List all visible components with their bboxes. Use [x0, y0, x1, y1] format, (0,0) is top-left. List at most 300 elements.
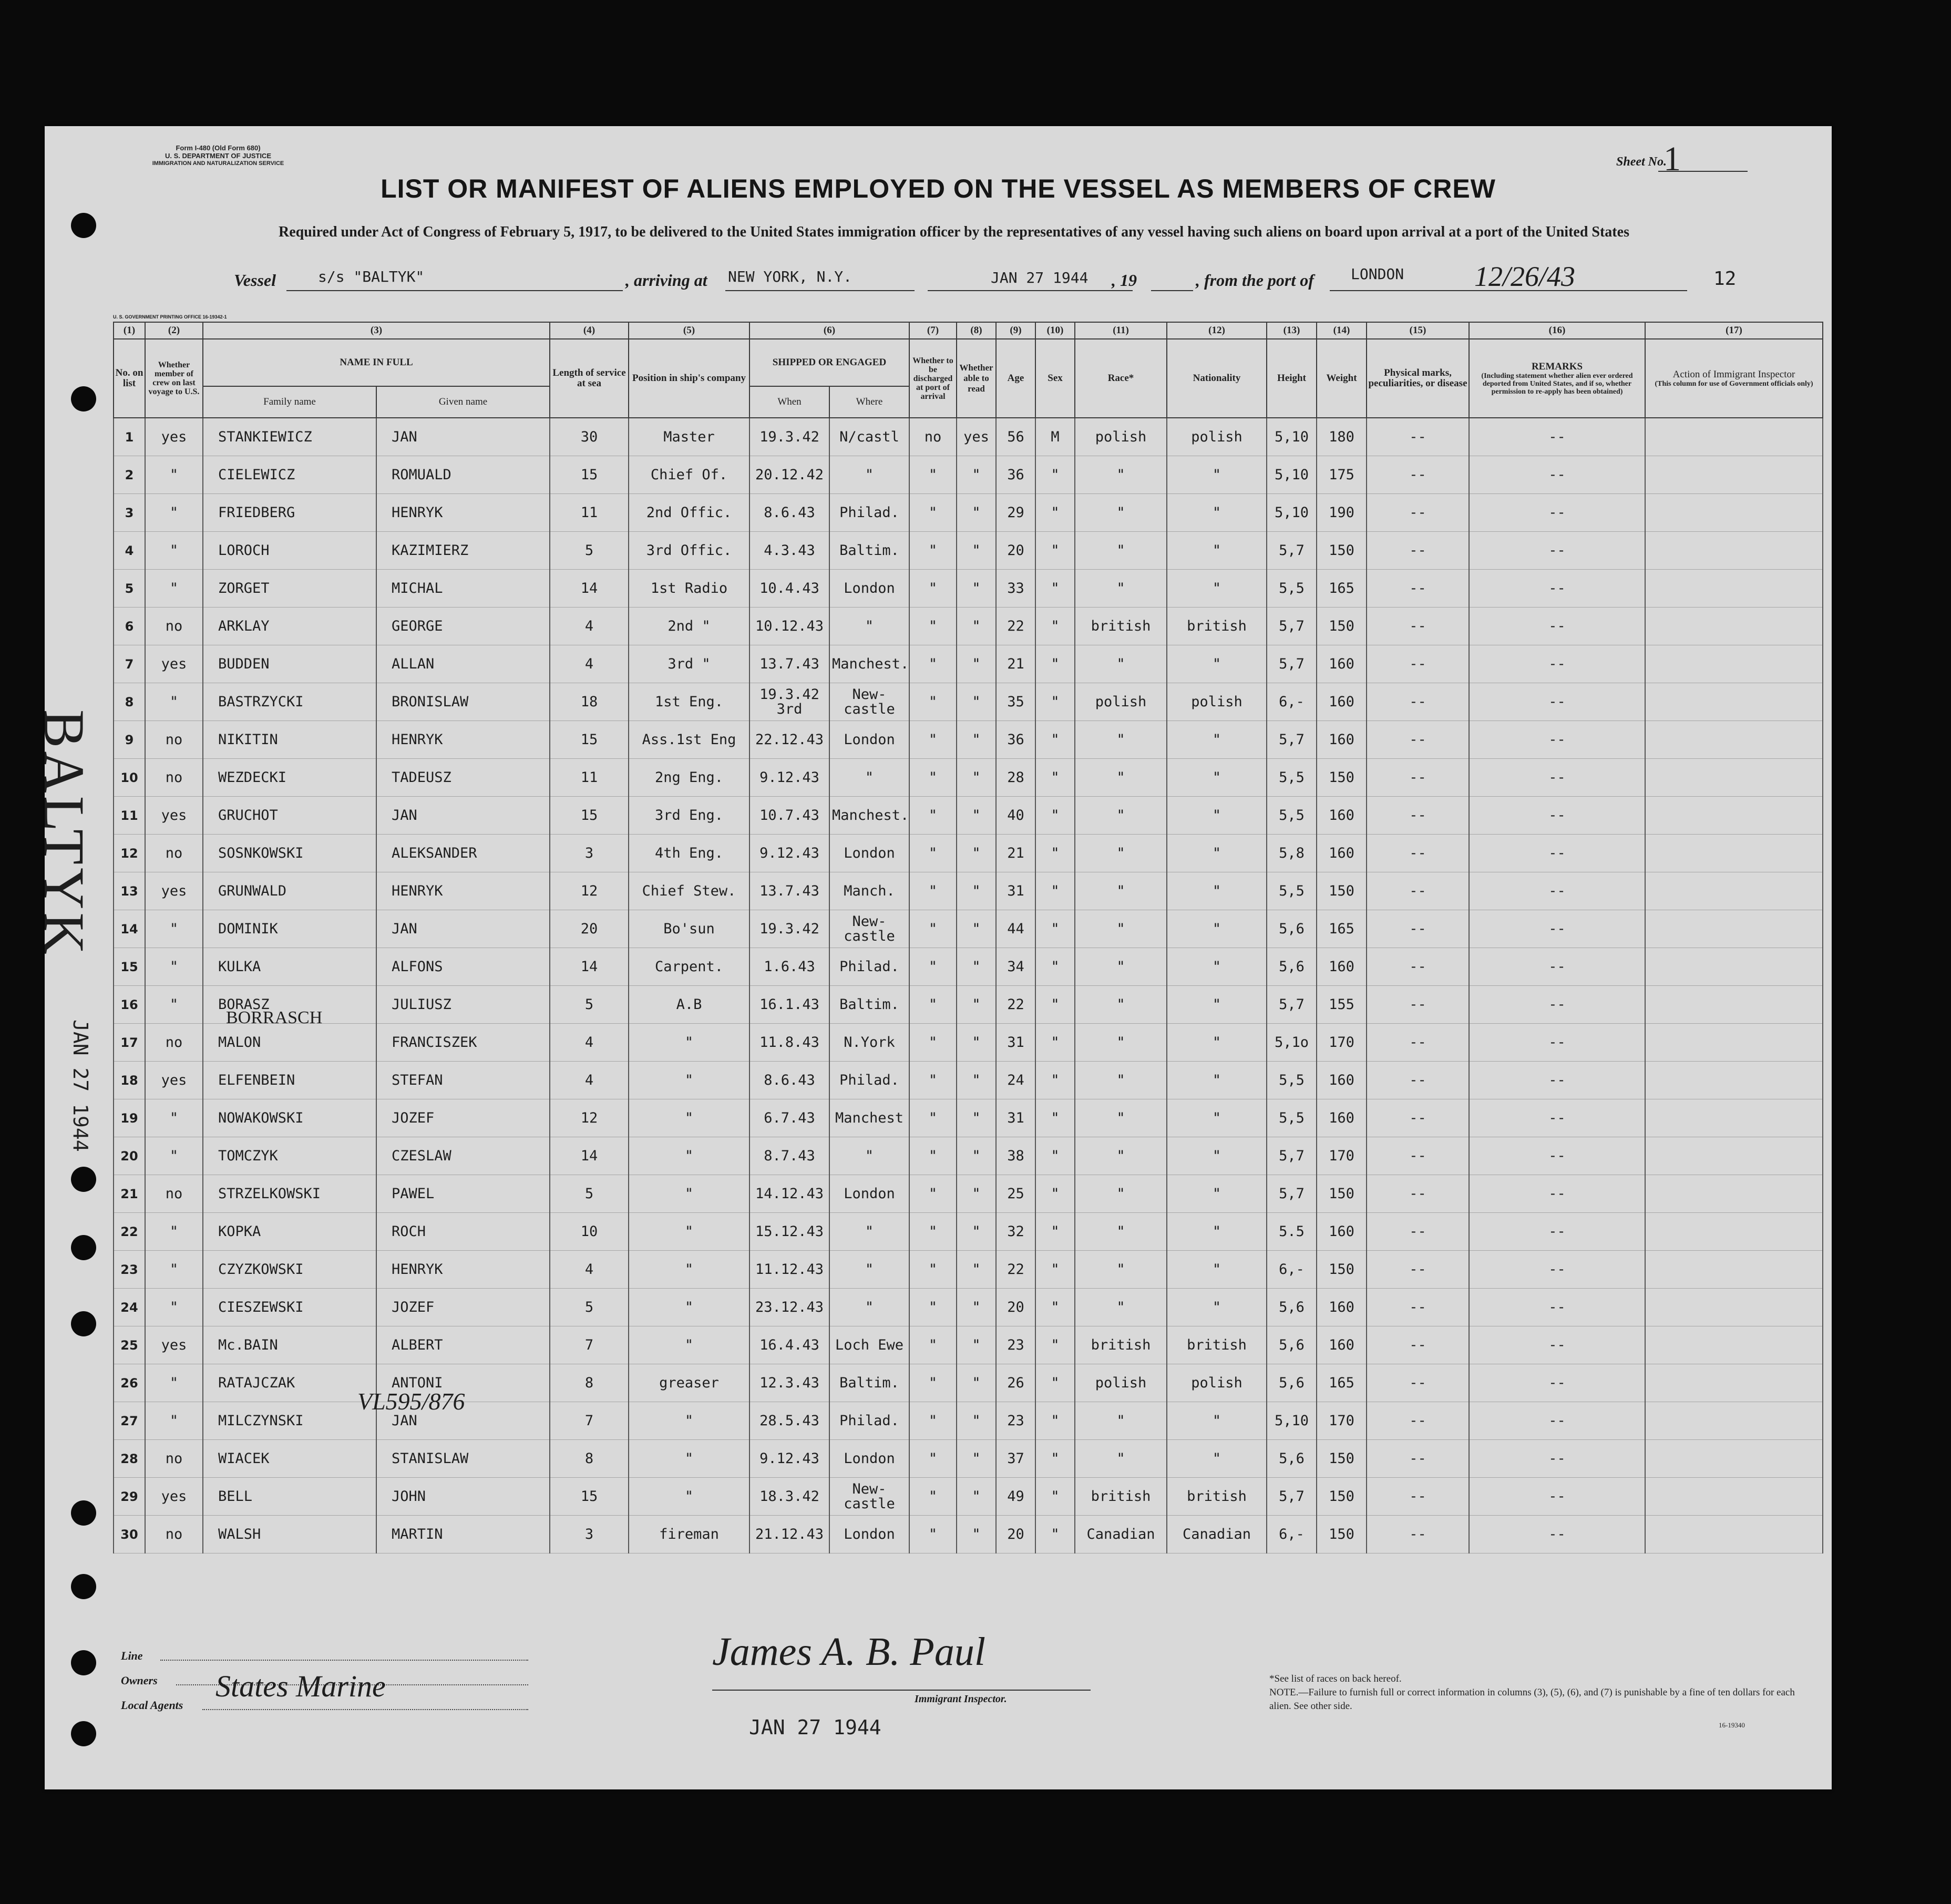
family-name-cell: RATAJCZAK [203, 1364, 376, 1402]
age-cell: 20 [996, 532, 1035, 570]
family-name-cell: BELL [203, 1478, 376, 1516]
header-sex: Sex [1035, 339, 1075, 418]
weight-cell: 175 [1317, 456, 1367, 494]
row-number-cell: 19 [114, 1099, 145, 1137]
row-number-cell: 29 [114, 1478, 145, 1516]
handwritten-date: 12/26/43 [1474, 261, 1576, 292]
able-to-read-cell: " [957, 494, 996, 532]
sex-cell: " [1035, 986, 1075, 1024]
crew-row [114, 1289, 1823, 1326]
remarks-cell: -- [1469, 1402, 1645, 1440]
weight-cell: 160 [1317, 645, 1367, 683]
remarks-cell: -- [1469, 910, 1645, 948]
position-cell: " [629, 1137, 749, 1175]
last-voyage-cell: no [145, 1024, 203, 1062]
shipped-when-cell: 10.4.43 [749, 570, 829, 608]
physical-marks-cell: -- [1367, 721, 1469, 759]
crew-rows [114, 418, 1823, 1553]
position-cell: " [629, 1440, 749, 1478]
nationality-cell: " [1167, 872, 1267, 910]
nationality-cell: " [1167, 1099, 1267, 1137]
family-name-cell: MALON [203, 1024, 376, 1062]
discharged-cell: " [909, 797, 957, 835]
header-position: Position in ship's company [629, 339, 749, 418]
length-service-cell: 3 [550, 835, 629, 872]
able-to-read-cell: " [957, 683, 996, 721]
inspector-action-cell [1645, 1440, 1823, 1478]
shipped-where-cell: New- castle [829, 910, 909, 948]
position-cell: 4th Eng. [629, 835, 749, 872]
sex-cell: " [1035, 910, 1075, 948]
header-able-to-read: Whether able to read [957, 339, 996, 418]
header-name-in-full: NAME IN FULL [203, 339, 550, 386]
height-cell: 5,6 [1267, 910, 1317, 948]
race-cell: polish [1075, 683, 1167, 721]
physical-marks-cell: -- [1367, 456, 1469, 494]
length-service-cell: 5 [550, 1289, 629, 1326]
remarks-cell: -- [1469, 645, 1645, 683]
length-service-cell: 20 [550, 910, 629, 948]
shipped-when-cell: 16.1.43 [749, 986, 829, 1024]
age-cell: 28 [996, 759, 1035, 797]
colnum-10: (10) [1035, 322, 1075, 339]
remarks-cell: -- [1469, 1175, 1645, 1213]
sex-cell: " [1035, 456, 1075, 494]
crew-row [114, 797, 1823, 835]
header-last-voyage: Whether member of crew on last voyage to U.S. [145, 339, 203, 418]
race-cell: polish [1075, 1364, 1167, 1402]
race-cell: " [1075, 759, 1167, 797]
row-number-cell: 20 [114, 1137, 145, 1175]
nationality-cell: polish [1167, 683, 1267, 721]
shipped-where-cell: " [829, 1213, 909, 1251]
last-voyage-cell: yes [145, 797, 203, 835]
header-inspector-action [1645, 339, 1823, 418]
weight-cell: 160 [1317, 1326, 1367, 1364]
row-number-cell: 30 [114, 1516, 145, 1553]
last-voyage-cell: " [145, 948, 203, 986]
inspector-action-cell [1645, 570, 1823, 608]
length-service-cell: 15 [550, 797, 629, 835]
remarks-cell: -- [1469, 948, 1645, 986]
nationality-cell: " [1167, 1289, 1267, 1326]
row-number-cell: 13 [114, 872, 145, 910]
race-cell: " [1075, 532, 1167, 570]
family-name-cell: BUDDEN [203, 645, 376, 683]
length-service-cell: 4 [550, 645, 629, 683]
race-cell: " [1075, 494, 1167, 532]
arriving-label: , arriving at [625, 271, 707, 290]
page-title: LIST OR MANIFEST OF ALIENS EMPLOYED ON THE VESSEL AS MEMBERS OF CREW [381, 174, 1496, 203]
discharged-cell: " [909, 1251, 957, 1289]
inspector-action-cell [1645, 1099, 1823, 1137]
family-name-cell: TOMCZYK [203, 1137, 376, 1175]
row-number-cell: 3 [114, 494, 145, 532]
header-no-on-list: No. on list [114, 339, 145, 418]
able-to-read-cell: " [957, 1251, 996, 1289]
punch-hole-8 [71, 1650, 96, 1675]
position-cell: greaser [629, 1364, 749, 1402]
nationality-cell: " [1167, 532, 1267, 570]
inspector-label: Immigrant Inspector. [915, 1693, 1007, 1705]
inspector-action-cell [1645, 1062, 1823, 1099]
weight-cell: 165 [1317, 1364, 1367, 1402]
header-when: When [749, 386, 829, 418]
last-voyage-cell: yes [145, 645, 203, 683]
header-inspector-note: (This column for use of Government officials only) [1655, 379, 1813, 388]
colnum-4: (4) [550, 322, 629, 339]
age-cell: 21 [996, 835, 1035, 872]
weight-cell: 150 [1317, 1175, 1367, 1213]
weight-cell: 155 [1317, 986, 1367, 1024]
margin-date-stamp: JAN 27 1944 [69, 1020, 92, 1152]
crew-row [114, 1213, 1823, 1251]
crew-row [114, 1326, 1823, 1364]
height-cell: 5,7 [1267, 986, 1317, 1024]
crew-row [114, 418, 1823, 456]
punch-hole-9 [71, 1721, 96, 1746]
inspector-action-cell [1645, 683, 1823, 721]
remarks-cell: -- [1469, 418, 1645, 456]
crew-row [114, 1099, 1823, 1137]
discharged-cell: " [909, 494, 957, 532]
inspector-action-cell [1645, 1213, 1823, 1251]
discharged-cell: " [909, 910, 957, 948]
length-service-cell: 4 [550, 1251, 629, 1289]
able-to-read-cell: " [957, 759, 996, 797]
height-cell: 6,- [1267, 1251, 1317, 1289]
nationality-cell: " [1167, 1175, 1267, 1213]
races-note: *See list of races on back hereof. [1269, 1673, 1402, 1684]
family-name-cell: DOMINIK [203, 910, 376, 948]
race-cell: " [1075, 1402, 1167, 1440]
year-line [1151, 290, 1193, 291]
line-field [160, 1660, 528, 1661]
shipped-when-cell: 28.5.43 [749, 1402, 829, 1440]
inspector-action-cell [1645, 1402, 1823, 1440]
height-cell: 5,6 [1267, 948, 1317, 986]
crew-row [114, 494, 1823, 532]
remarks-cell: -- [1469, 759, 1645, 797]
height-cell: 5.5 [1267, 1213, 1317, 1251]
physical-marks-cell: -- [1367, 759, 1469, 797]
crew-row [114, 948, 1823, 986]
sex-cell: " [1035, 1062, 1075, 1099]
race-cell: " [1075, 872, 1167, 910]
given-name-cell: JAN [376, 1402, 550, 1440]
row-number-cell: 18 [114, 1062, 145, 1099]
row-number-cell: 11 [114, 797, 145, 835]
weight-cell: 170 [1317, 1137, 1367, 1175]
shipped-where-cell: Manch. [829, 872, 909, 910]
shipped-where-cell: Baltim. [829, 986, 909, 1024]
discharged-cell: " [909, 608, 957, 645]
weight-cell: 150 [1317, 1478, 1367, 1516]
position-cell: A.B [629, 986, 749, 1024]
given-name-cell: PAWEL [376, 1175, 550, 1213]
sex-cell: " [1035, 1251, 1075, 1289]
arriving-port: NEW YORK, N.Y. [728, 268, 853, 285]
given-name-cell: CZESLAW [376, 1137, 550, 1175]
discharged-cell: " [909, 1289, 957, 1326]
crew-row [114, 645, 1823, 683]
nationality-cell: " [1167, 986, 1267, 1024]
physical-marks-cell: -- [1367, 608, 1469, 645]
remarks-cell: -- [1469, 1062, 1645, 1099]
nationality-cell: british [1167, 608, 1267, 645]
colnum-5: (5) [629, 322, 749, 339]
penalty-note: NOTE.—Failure to furnish full or correct information in columns (3), (5), (6), and (7) is punishable by a fine of ten dollars for each alien. See other side. [1269, 1687, 1795, 1712]
family-name-cell: CIESZEWSKI [203, 1289, 376, 1326]
inspector-action-cell [1645, 1024, 1823, 1062]
discharged-cell: " [909, 835, 957, 872]
race-cell: " [1075, 1099, 1167, 1137]
header-inspector-title: Action of Immigrant Inspector [1672, 368, 1795, 380]
physical-marks-cell: -- [1367, 1251, 1469, 1289]
shipped-when-cell: 13.7.43 [749, 872, 829, 910]
given-name-cell: ANTONI [376, 1364, 550, 1402]
able-to-read-cell: " [957, 721, 996, 759]
height-cell: 5,1o [1267, 1024, 1317, 1062]
last-voyage-cell: " [145, 532, 203, 570]
shipped-where-cell: " [829, 1251, 909, 1289]
height-cell: 5,7 [1267, 532, 1317, 570]
remarks-cell: -- [1469, 494, 1645, 532]
height-cell: 5,7 [1267, 721, 1317, 759]
colnum-2: (2) [145, 322, 203, 339]
weight-cell: 150 [1317, 1516, 1367, 1553]
sex-cell: " [1035, 1289, 1075, 1326]
header-nationality: Nationality [1167, 339, 1267, 418]
able-to-read-cell: " [957, 456, 996, 494]
given-name-cell: HENRYK [376, 872, 550, 910]
weight-cell: 150 [1317, 759, 1367, 797]
row-number-cell: 21 [114, 1175, 145, 1213]
age-cell: 20 [996, 1516, 1035, 1553]
race-cell: " [1075, 721, 1167, 759]
from-port: LONDON [1351, 265, 1404, 283]
shipped-where-cell: Philad. [829, 494, 909, 532]
height-cell: 5,6 [1267, 1289, 1317, 1326]
age-cell: 33 [996, 570, 1035, 608]
last-voyage-cell: " [145, 910, 203, 948]
colnum-15: (15) [1367, 322, 1469, 339]
able-to-read-cell: " [957, 532, 996, 570]
length-service-cell: 10 [550, 1213, 629, 1251]
manifest-sheet [32, 126, 1832, 1789]
last-voyage-cell: yes [145, 872, 203, 910]
vessel-line [286, 290, 623, 291]
sex-cell: " [1035, 1137, 1075, 1175]
colnum-3: (3) [203, 322, 550, 339]
length-service-cell: 5 [550, 986, 629, 1024]
weight-cell: 160 [1317, 683, 1367, 721]
inspector-action-cell [1645, 1364, 1823, 1402]
able-to-read-cell: " [957, 835, 996, 872]
able-to-read-cell: " [957, 1478, 996, 1516]
race-cell: " [1075, 456, 1167, 494]
crew-row [114, 872, 1823, 910]
given-name-cell: ROCH [376, 1213, 550, 1251]
height-cell: 5,7 [1267, 1478, 1317, 1516]
header-discharged: Whether to be discharged at port of arrival [909, 339, 957, 418]
inspector-action-cell [1645, 1478, 1823, 1516]
sex-cell: " [1035, 872, 1075, 910]
height-cell: 5,8 [1267, 835, 1317, 872]
age-cell: 20 [996, 1289, 1035, 1326]
nationality-cell: " [1167, 1440, 1267, 1478]
local-agents-label: Local Agents [121, 1699, 183, 1712]
sex-cell: " [1035, 1099, 1075, 1137]
position-cell: Bo'sun [629, 910, 749, 948]
length-service-cell: 14 [550, 948, 629, 986]
position-cell: " [629, 1289, 749, 1326]
inspection-stamp-date: JAN 27 1944 [749, 1716, 881, 1739]
inspector-action-cell [1645, 1326, 1823, 1364]
able-to-read-cell: " [957, 608, 996, 645]
able-to-read-cell: " [957, 1289, 996, 1326]
crew-row [114, 986, 1823, 1024]
inspector-signature-line [712, 1690, 1091, 1691]
local-agents-field [202, 1709, 528, 1710]
remarks-cell: -- [1469, 872, 1645, 910]
family-name-cell: ARKLAY [203, 608, 376, 645]
physical-marks-cell: -- [1367, 1440, 1469, 1478]
nationality-cell: " [1167, 721, 1267, 759]
given-name-cell: HENRYK [376, 1251, 550, 1289]
position-cell: " [629, 1326, 749, 1364]
remarks-cell: -- [1469, 1326, 1645, 1364]
length-service-cell: 14 [550, 1137, 629, 1175]
remarks-cell: -- [1469, 1137, 1645, 1175]
discharged-cell: " [909, 1326, 957, 1364]
remarks-cell: -- [1469, 1213, 1645, 1251]
from-port-line [1330, 290, 1687, 291]
sex-cell: M [1035, 418, 1075, 456]
shipped-where-cell: New- castle [829, 1478, 909, 1516]
inspector-action-cell [1645, 1516, 1823, 1553]
position-cell: " [629, 1251, 749, 1289]
given-name-cell: MICHAL [376, 570, 550, 608]
shipped-when-cell: 4.3.43 [749, 532, 829, 570]
shipped-when-cell: 12.3.43 [749, 1364, 829, 1402]
given-name-cell: ALFONS [376, 948, 550, 986]
able-to-read-cell: " [957, 645, 996, 683]
weight-cell: 150 [1317, 1440, 1367, 1478]
shipped-when-cell: 15.12.43 [749, 1213, 829, 1251]
colnum-6: (6) [749, 322, 909, 339]
age-cell: 44 [996, 910, 1035, 948]
shipped-when-cell: 21.12.43 [749, 1516, 829, 1553]
nationality-cell: " [1167, 570, 1267, 608]
age-cell: 29 [996, 494, 1035, 532]
remarks-cell: -- [1469, 608, 1645, 645]
header-where: Where [829, 386, 909, 418]
shipped-when-cell: 6.7.43 [749, 1099, 829, 1137]
shipped-where-cell: Manchest. [829, 797, 909, 835]
crew-row [114, 1440, 1823, 1478]
position-cell: 2ng Eng. [629, 759, 749, 797]
corner-number: 12 [1713, 268, 1737, 290]
height-cell: 5,6 [1267, 1364, 1317, 1402]
header-remarks [1469, 339, 1645, 418]
shipped-when-cell: 8.6.43 [749, 494, 829, 532]
family-name-cell: GRUCHOT [203, 797, 376, 835]
arriving-line [725, 290, 915, 291]
discharged-cell: " [909, 1478, 957, 1516]
position-cell: 3rd Eng. [629, 797, 749, 835]
able-to-read-cell: " [957, 910, 996, 948]
family-name-cell: STRZELKOWSKI [203, 1175, 376, 1213]
header-physical-marks: Physical marks, peculiarities, or disease [1367, 339, 1469, 418]
visa-note: VL595/876 [357, 1388, 465, 1415]
last-voyage-cell: " [145, 494, 203, 532]
owners-label: Owners [121, 1674, 158, 1687]
physical-marks-cell: -- [1367, 835, 1469, 872]
shipped-where-cell: " [829, 608, 909, 645]
given-name-cell: TADEUSZ [376, 759, 550, 797]
discharged-cell: " [909, 948, 957, 986]
shipped-where-cell: Baltim. [829, 1364, 909, 1402]
correction-borrasch: BORRASCH [226, 1008, 323, 1027]
row-number-cell: 6 [114, 608, 145, 645]
header-remarks-note: (Including statement whether alien ever ordered deported from United States, and if so, whether permission to re-apply has been obtained) [1481, 372, 1633, 396]
crew-row [114, 570, 1823, 608]
given-name-cell: KAZIMIERZ [376, 532, 550, 570]
position-cell: " [629, 1402, 749, 1440]
shipped-where-cell: " [829, 1137, 909, 1175]
sex-cell: " [1035, 1440, 1075, 1478]
family-name-cell: CZYZKOWSKI [203, 1251, 376, 1289]
able-to-read-cell: " [957, 1137, 996, 1175]
shipped-where-cell: Manchest [829, 1099, 909, 1137]
family-name-cell: STANKIEWICZ [203, 418, 376, 456]
height-cell: 5,6 [1267, 1326, 1317, 1364]
remarks-cell: -- [1469, 1289, 1645, 1326]
physical-marks-cell: -- [1367, 1062, 1469, 1099]
position-cell: " [629, 1062, 749, 1099]
race-cell: british [1075, 1326, 1167, 1364]
able-to-read-cell: " [957, 1440, 996, 1478]
row-number-cell: 25 [114, 1326, 145, 1364]
family-name-cell: KOPKA [203, 1213, 376, 1251]
family-name-cell: MILCZYNSKI [203, 1402, 376, 1440]
department-text: U. S. DEPARTMENT OF JUSTICE [165, 152, 271, 160]
form-code: 16-19340 [1719, 1721, 1745, 1729]
sex-cell: " [1035, 494, 1075, 532]
last-voyage-cell: " [145, 456, 203, 494]
crew-row [114, 1137, 1823, 1175]
race-cell: " [1075, 1175, 1167, 1213]
inspector-action-cell [1645, 608, 1823, 645]
physical-marks-cell: -- [1367, 1213, 1469, 1251]
sex-cell: " [1035, 1213, 1075, 1251]
vessel-name: s/s "BALTYK" [318, 268, 425, 285]
discharged-cell: " [909, 986, 957, 1024]
family-name-cell: ZORGET [203, 570, 376, 608]
shipped-where-cell: " [829, 1289, 909, 1326]
nationality-cell: " [1167, 835, 1267, 872]
position-cell: 2nd " [629, 608, 749, 645]
age-cell: 22 [996, 608, 1035, 645]
crew-row [114, 683, 1823, 721]
race-cell: " [1075, 1289, 1167, 1326]
punch-hole-2 [71, 386, 96, 411]
header-race: Race* [1075, 339, 1167, 418]
weight-cell: 180 [1317, 418, 1367, 456]
length-service-cell: 11 [550, 494, 629, 532]
position-cell: fireman [629, 1516, 749, 1553]
